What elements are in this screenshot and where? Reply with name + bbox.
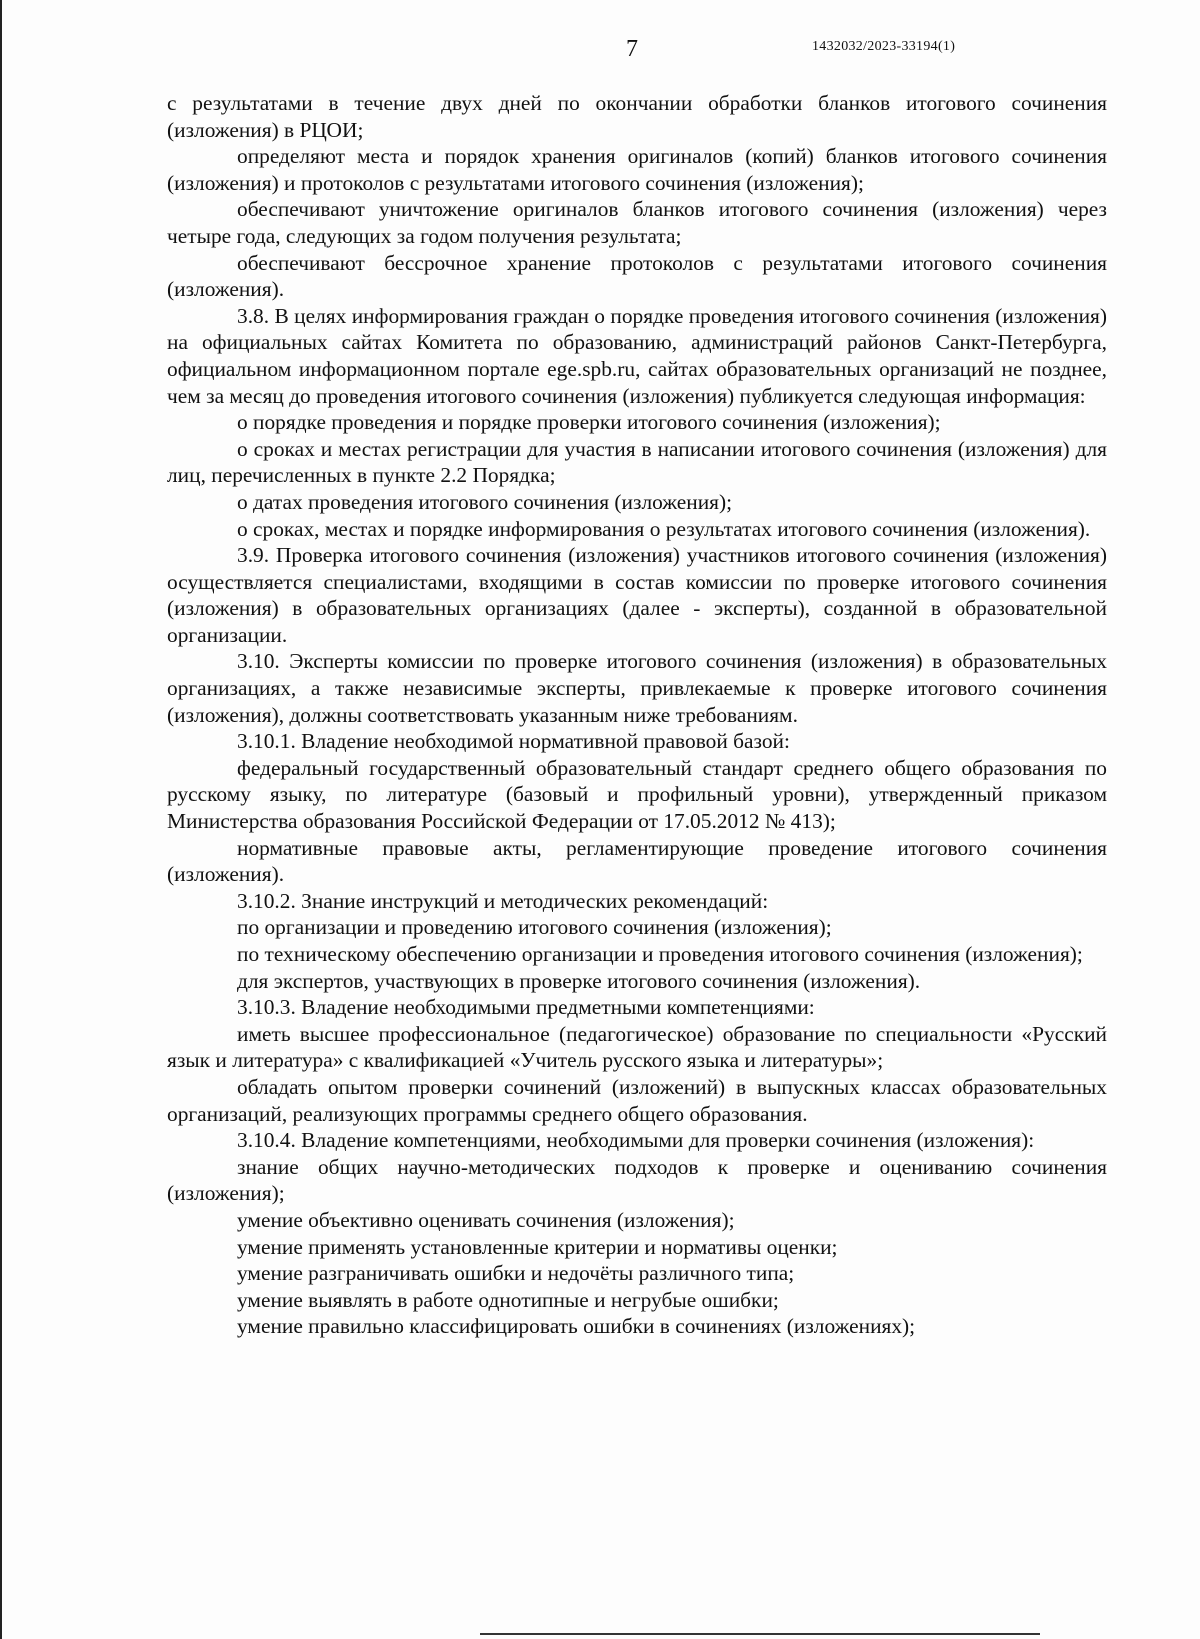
paragraph: по организации и проведению итогового сочинения (изложения); (237, 915, 832, 940)
document-body (167, 90, 1107, 1340)
paragraph: с результатами в течение двух дней по окончании обработки бланков итогового сочинения (изложения) в РЦОИ; (167, 91, 1107, 142)
paragraph: умение выявлять в работе однотипные и негрубые ошибки; (237, 1287, 779, 1312)
paragraph: определяют места и порядок хранения оригиналов (копий) бланков итогового сочинения (изложения) и протоколов с результатами итогового сочинения (изложения); (167, 144, 1107, 195)
paragraph: 3.10.4. Владение компетенциями, необходимыми для проверки сочинения (изложения): (237, 1128, 1035, 1153)
paragraph: о датах проведения итогового сочинения (изложения); (237, 489, 733, 514)
paragraph: о порядке проведения и порядке проверки итогового сочинения (изложения); (237, 410, 941, 435)
paragraph: для экспертов, участвующих в проверке итогового сочинения (изложения). (237, 968, 921, 993)
paragraph: 3.10.1. Владение необходимой нормативной правовой базой: (237, 729, 790, 754)
paragraph: знание общих научно-методических подходов к проверке и оцениванию сочинения (изложения); (167, 1154, 1107, 1206)
paragraph: умение объективно оценивать сочинения (изложения); (237, 1207, 735, 1232)
paragraph: 3.8. В целях информирования граждан о порядке проведения итогового сочинения (изложения) на официальных сайтах Комитета по образованию, администраций районов Санкт-Петербурга, официальном информационном портале ege.spb.ru, сайтах образовательных организаций не позднее, чем за месяц до проведения итогового сочинения (изложения) публикуется следующая информация: (167, 303, 1107, 408)
paragraph: умение правильно классифицировать ошибки в сочинениях (изложениях); (237, 1314, 916, 1339)
paragraph: 3.10.2. Знание инструкций и методических рекомендаций: (237, 888, 769, 913)
paragraph: по техническому обеспечению организации и проведения итогового сочинения (изложения); (237, 942, 1083, 966)
paragraph: о сроках, местах и порядке информирования о результатах итогового сочинения (изложения). (237, 516, 1091, 541)
scan-bottom-line (480, 1633, 1040, 1635)
document-registration-number: 1432032/2023-33194(1) (812, 39, 956, 54)
paragraph: обеспечивают уничтожение оригиналов бланков итогового сочинения (изложения) через четыре года, следующих за годом получения результата; (167, 197, 1107, 248)
paragraph: нормативные правовые акты, регламентирующие проведение итогового сочинения (изложения). (167, 835, 1107, 887)
paragraph: умение разграничивать ошибки и недочёты различного типа; (237, 1261, 795, 1286)
paragraph: 3.10. Эксперты комиссии по проверке итогового сочинения (изложения) в образовательных организациях, а также независимые эксперты, привлекаемые к проверке итогового сочинения (изложения), должны соответствовать указанным ниже требованиям. (167, 649, 1107, 727)
paragraph: обладать опытом проверки сочинений (изложений) в выпускных классах образовательных организаций, реализующих программы среднего общего образования. (167, 1074, 1107, 1126)
paragraph: умение применять установленные критерии и нормативы оценки; (237, 1234, 838, 1259)
paragraph: обеспечивают бессрочное хранение протоколов с результатами итогового сочинения (изложения). (167, 250, 1107, 302)
scan-edge-line (0, 0, 2, 1639)
paragraph: иметь высшее профессиональное (педагогическое) образование по специальности «Русский язык и литература» с квалификацией «Учитель русского языка и литературы»; (167, 1021, 1107, 1073)
page-number: 7 (626, 36, 638, 62)
paragraph: федеральный государственный образовательный стандарт среднего общего образования по русскому языку, по литературе (базовый и профильный уровни), утвержденный приказом Министерства образования Российской Федерации от 17.05.2012 № 413); (167, 755, 1107, 834)
paragraph: 3.10.3. Владение необходимыми предметными компетенциями: (237, 995, 815, 1020)
paragraph: о сроках и местах регистрации для участия в написании итогового сочинения (изложения) для лиц, перечисленных в пункте 2.2 Порядка; (167, 436, 1107, 488)
paragraph: 3.9. Проверка итогового сочинения (изложения) участников итогового сочинения (изложения) осуществляется специалистами, входящими в состав комиссии по проверке итогового сочинения (изложения) в образовательных организациях (далее - эксперты), созданной в образовательной организации. (167, 543, 1107, 647)
